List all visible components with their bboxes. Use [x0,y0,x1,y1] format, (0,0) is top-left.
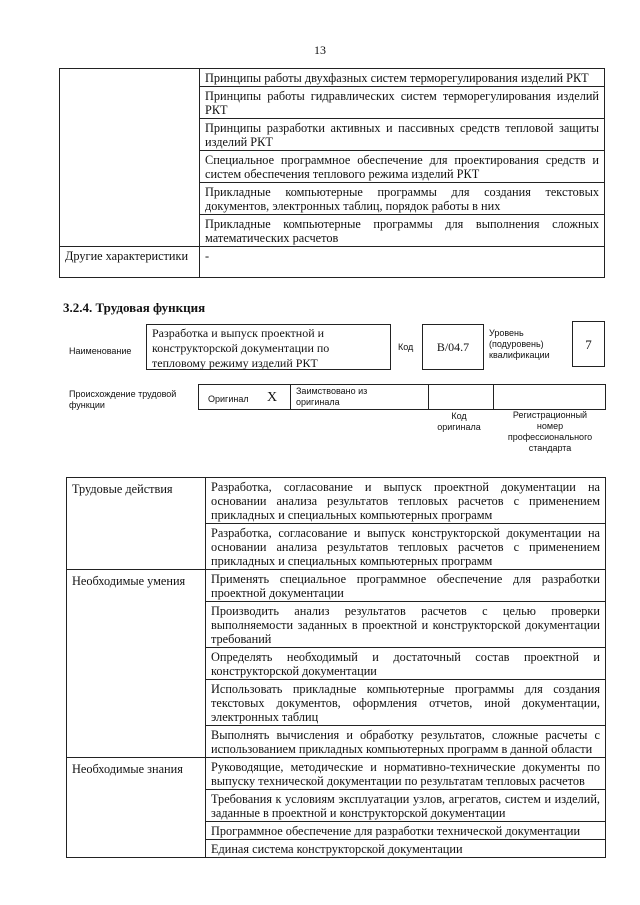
labor-action-item: Разработка, согласование и выпуск проектной документации на основании анализа результатов тепловых расчетов с применением прикладных и специальных компьютерных программ [211,480,600,522]
divider [428,385,429,409]
section-heading: 3.2.4. Трудовая функция [63,300,206,315]
origin-row [198,384,606,410]
table-cell [60,247,200,278]
knowledge-item: Принципы работы двухфазных систем терморегулирования изделий РКТ [205,71,589,85]
table-row [60,247,605,278]
table-cell [206,758,606,790]
page-number: 13 [314,43,326,57]
knowledge-item: Принципы разработки активных и пассивных средств тепловой защиты изделий РКТ [205,121,599,149]
table-row [67,570,606,602]
divider [493,385,494,409]
skill-item: Определять необходимый и достаточный состав проектной и конструкторской документации [211,650,600,678]
borrowed-label: Заимствовано из оригинала [296,386,368,407]
level-box [572,321,605,367]
table-cell [67,570,206,758]
table-cell [200,183,605,215]
code-value: В/04.7 [436,340,470,354]
name-box [146,324,391,370]
other-characteristics-value: - [205,249,210,263]
table-cell [200,69,605,87]
table-cell [206,726,606,758]
original-label: Оригинал [208,394,249,404]
level-label: Уровень (подуровень) квалификации [489,328,550,360]
table-cell [206,524,606,570]
level-value: 7 [585,337,592,352]
original-mark: Х [267,390,278,405]
table-cell [206,648,606,680]
name-label: Наименование [69,346,132,356]
knowledge-item: Прикладные компьютерные программы для выполнения сложных математических расчетов [205,217,599,245]
origin-code-label: Код оригинала [437,411,481,432]
table-cell [206,680,606,726]
skill-item: Выполнять вычисления и обработку результатов, сложные расчеты с использованием прикладных компьютерных программ в данной области [211,728,600,756]
skill-item: Применять специальное программное обеспечение для разработки проектной документации [211,572,600,600]
table-cell [200,215,605,247]
code-box [422,324,484,370]
knowledge-item: Специальное программное обеспечение для проектирования средств и систем обеспечения теплового режима изделий РКТ [205,153,599,181]
labor-actions-label: Трудовые действия [72,482,173,496]
table-cell [206,790,606,822]
table-cell [67,758,206,858]
table-cell [200,87,605,119]
table-cell [67,478,206,570]
knowledge-label: Необходимые знания [72,762,183,776]
skill-item: Использовать прикладные компьютерные программы для создания текстовых документов, оформления отчетов, иной документации, электронных таблиц [211,682,600,724]
knowledge-table-continued [59,68,605,278]
table-row [67,478,606,524]
table-cell [206,478,606,524]
reg-number-label: Регистрационный номер профессионального стандарта [507,410,593,453]
label-cell-empty [60,69,200,247]
knowledge-item: Единая система конструкторской документации [211,842,463,856]
knowledge-item: Принципы работы гидравлических систем терморегулирования изделий РКТ [205,89,599,117]
knowledge-item: Программное обеспечение для разработки технической документации [211,824,581,838]
table-cell [206,570,606,602]
divider [290,385,291,409]
other-characteristics-label: Другие характеристики [65,249,189,263]
table-cell [200,119,605,151]
skills-label: Необходимые умения [72,574,186,588]
table-cell [206,840,606,858]
table-row [60,69,605,87]
table-cell [200,247,605,278]
labor-function-table [66,477,606,858]
table-cell [206,822,606,840]
knowledge-item: Руководящие, методические и нормативно-технические документы по выпуску технической документации по результатам тепловых расчетов [211,760,600,788]
table-row [67,758,606,790]
labor-action-item: Разработка, согласование и выпуск конструкторской документации на основании анализа результатов тепловых расчетов с применением прикладных и специальных компьютерных программ [211,526,600,568]
table-cell [206,602,606,648]
code-label: Код [398,342,414,352]
knowledge-item: Прикладные компьютерные программы для создания текстовых документов, электронных таблиц, порядок работы в них [205,185,599,213]
skill-item: Производить анализ результатов расчетов с целью проверки выполняемости заданных в проектной и конструкторской документации требований [211,604,600,646]
origin-label: Происхождение трудовой функции [69,389,177,410]
name-value: Разработка и выпуск проектной и конструкторской документации по тепловому режиму изделий РКТ [152,326,330,370]
knowledge-item: Требования к условиям эксплуатации узлов, агрегатов, систем и изделий, заданные в проектной и конструкторской документации [211,792,600,820]
table-cell [200,151,605,183]
